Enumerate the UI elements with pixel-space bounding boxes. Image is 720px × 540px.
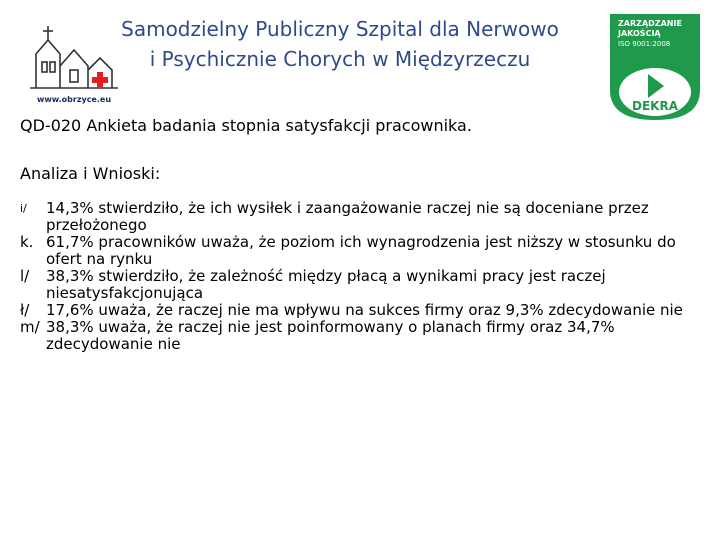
- certificate-line-1: ZARZĄDZANIE: [618, 19, 682, 28]
- findings-list: [20, 200, 700, 353]
- list-item: [20, 302, 700, 319]
- certificate-line-2: JAKOŚCIĄ: [618, 29, 661, 38]
- list-marker: l/: [20, 267, 30, 285]
- list-marker: ł/: [20, 301, 30, 319]
- title-line-2: i Psychicznie Chorych w Międzyrzeczu: [149, 47, 531, 71]
- list-item: [20, 200, 700, 234]
- page-title: [100, 14, 580, 74]
- dekra-certificate-icon: [608, 12, 702, 122]
- list-item: [20, 319, 700, 353]
- list-marker: m/: [20, 318, 40, 336]
- list-item-text: 38,3% uważa, że raczej nie jest poinformowany o planach firmy oraz 34,7% zdecydowanie nie: [46, 318, 615, 353]
- list-item-text: 61,7% pracowników uważa, że poziom ich wynagrodzenia jest niższy w stosunku do ofert na rynku: [46, 233, 676, 268]
- logo-url-text: www.obrzyce.eu: [36, 95, 112, 104]
- list-marker: k.: [20, 233, 34, 251]
- certificate-line-3: ISO 9001:2008: [618, 40, 671, 48]
- list-item: [20, 268, 700, 302]
- iso-certificate-badge: [608, 12, 702, 122]
- list-item: [20, 234, 700, 268]
- list-item-text: 14,3% stwierdziło, że ich wysiłek i zaangażowanie raczej nie są doceniane przez przełożonego: [46, 199, 649, 234]
- dekra-brand-text: DEKRA: [632, 99, 678, 113]
- title-line-1: Samodzielny Publiczny Szpital dla Nerwowo: [121, 17, 559, 41]
- section-title: Analiza i Wnioski:: [20, 164, 161, 183]
- list-item-text: 38,3% stwierdziło, że zależność między płacą a wynikami pracy jest raczej niesatysfakcjonująca: [46, 267, 606, 302]
- list-item-text: 17,6% uważa, że raczej nie ma wpływu na sukces firmy oraz 9,3% zdecydowanie nie: [46, 301, 683, 319]
- list-marker: i/: [20, 202, 27, 215]
- document-title: QD-020 Ankieta badania stopnia satysfakcji pracownika.: [20, 116, 472, 135]
